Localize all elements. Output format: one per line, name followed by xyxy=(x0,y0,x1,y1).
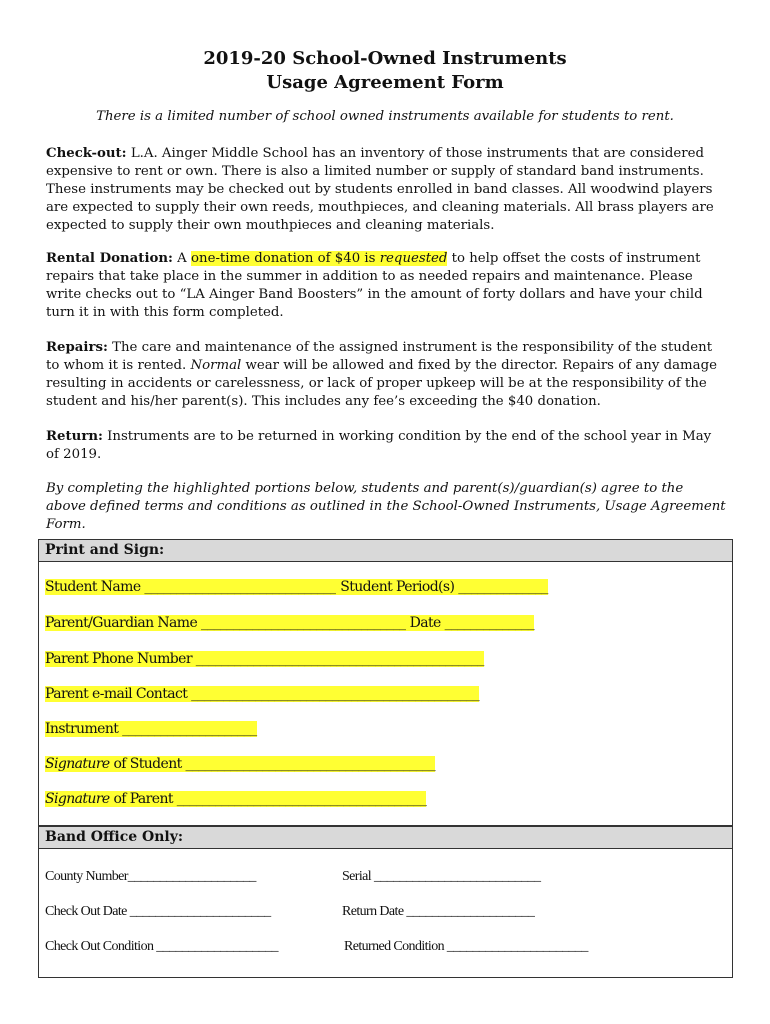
rental-highlight xyxy=(191,251,447,266)
parent-name-row xyxy=(45,613,534,634)
student-signature-rest: of Student _______________________________________ xyxy=(109,756,436,772)
checkout-label: Check-out: xyxy=(46,146,127,161)
instrument-row xyxy=(45,719,257,740)
rental-label: Rental Donation: xyxy=(46,251,173,266)
student-row xyxy=(45,577,548,598)
checkout-condition-field[interactable]: Check Out Condition ___________________ xyxy=(45,939,278,954)
parent-signature-field[interactable] xyxy=(45,791,426,807)
agreement-paragraph: By completing the highlighted portions below, students and parent(s)/guardian(s) agree to the above defined terms and conditions as outlined in the School-Owned Instruments, Usage Agreement Form. xyxy=(46,481,726,532)
checkout-date-field[interactable]: Check Out Date ______________________ xyxy=(45,904,271,919)
return-paragraph xyxy=(46,428,726,464)
county-number-field[interactable]: County Number____________________ xyxy=(45,869,256,884)
rental-pre: A xyxy=(172,251,191,266)
rental-post: to help offset the costs of instrument repairs that take place in the summer in addition to as needed repairs and maintenance. Please write checks out to “LA Ainger Band Boosters” in the amount of forty dollars and have your child turn it in with this form completed. xyxy=(46,251,703,320)
form-title-line2: Usage Agreement Form xyxy=(266,72,504,93)
checkout-text: L.A. Ainger Middle School has an inventory of those instruments that are considered expensive to rent or own. There is also a limited number or supply of standard band instruments. These instruments may be checked out by students enrolled in band classes. All woodwind players are expected to supply their own reeds, mouthpieces, and cleaning materials. All brass players are expected to supply their own mouthpieces and cleaning materials. xyxy=(46,146,714,233)
checkout-paragraph xyxy=(46,145,726,235)
return-label: Return: xyxy=(46,429,103,444)
student-signature-field[interactable] xyxy=(45,756,435,772)
parent-phone-field[interactable]: Parent Phone Number _____________________________________________ xyxy=(45,651,484,667)
print-and-sign-header: Print and Sign: xyxy=(39,540,732,562)
repairs-pre: The care and maintenance of the assigned instrument is the responsibility of the student to whom it is rented. xyxy=(46,340,713,373)
repairs-label: Repairs: xyxy=(46,340,108,355)
parent-email-row xyxy=(45,684,479,705)
serial-field[interactable]: Serial __________________________ xyxy=(342,869,541,884)
rental-paragraph xyxy=(46,250,726,322)
print-and-sign-section xyxy=(38,539,733,826)
intro-text: There is a limited number of school owned instruments available for students to rent. xyxy=(96,109,674,124)
repairs-italic: Normal xyxy=(190,358,242,373)
parent-phone-row xyxy=(45,649,484,670)
return-text: Instruments are to be returned in working condition by the end of the school year in May of 2019. xyxy=(46,429,712,462)
rental-highlight-italic: requested xyxy=(379,251,448,266)
parent-email-field[interactable]: Parent e-mail Contact _____________________________________________ xyxy=(45,686,480,702)
repairs-post: wear will be allowed and fixed by the director. Repairs of any damage resulting in accidents or carelessness, or lack of proper upkeep will be at the responsibility of the student and his/her parent(s). This includes any fee’s exceeding the $40 donation. xyxy=(46,358,717,409)
parent-signature-row xyxy=(45,789,426,810)
rental-highlight-plain: one-time donation of $40 is xyxy=(191,251,380,266)
parent-name-field[interactable]: Parent/Guardian Name ________________________________ xyxy=(45,615,406,631)
band-office-section xyxy=(38,826,733,978)
student-signature-italic: Signature xyxy=(45,756,110,772)
student-period-field[interactable]: Student Period(s) ______________ xyxy=(336,579,548,595)
return-date-field[interactable]: Return Date ____________________ xyxy=(342,904,535,919)
returned-condition-field[interactable]: Returned Condition ______________________ xyxy=(344,939,588,954)
date-field[interactable]: Date ______________ xyxy=(405,615,535,631)
band-office-header: Band Office Only: xyxy=(39,827,732,849)
repairs-paragraph xyxy=(46,339,726,411)
form-title-line1: 2019-20 School-Owned Instruments xyxy=(203,48,567,69)
student-signature-row xyxy=(45,754,435,775)
student-name-field[interactable]: Student Name ______________________________ xyxy=(45,579,337,595)
parent-signature-italic: Signature xyxy=(45,791,110,807)
instrument-field[interactable]: Instrument _____________________ xyxy=(45,721,257,737)
parent-signature-rest: of Parent _______________________________________ xyxy=(109,791,427,807)
